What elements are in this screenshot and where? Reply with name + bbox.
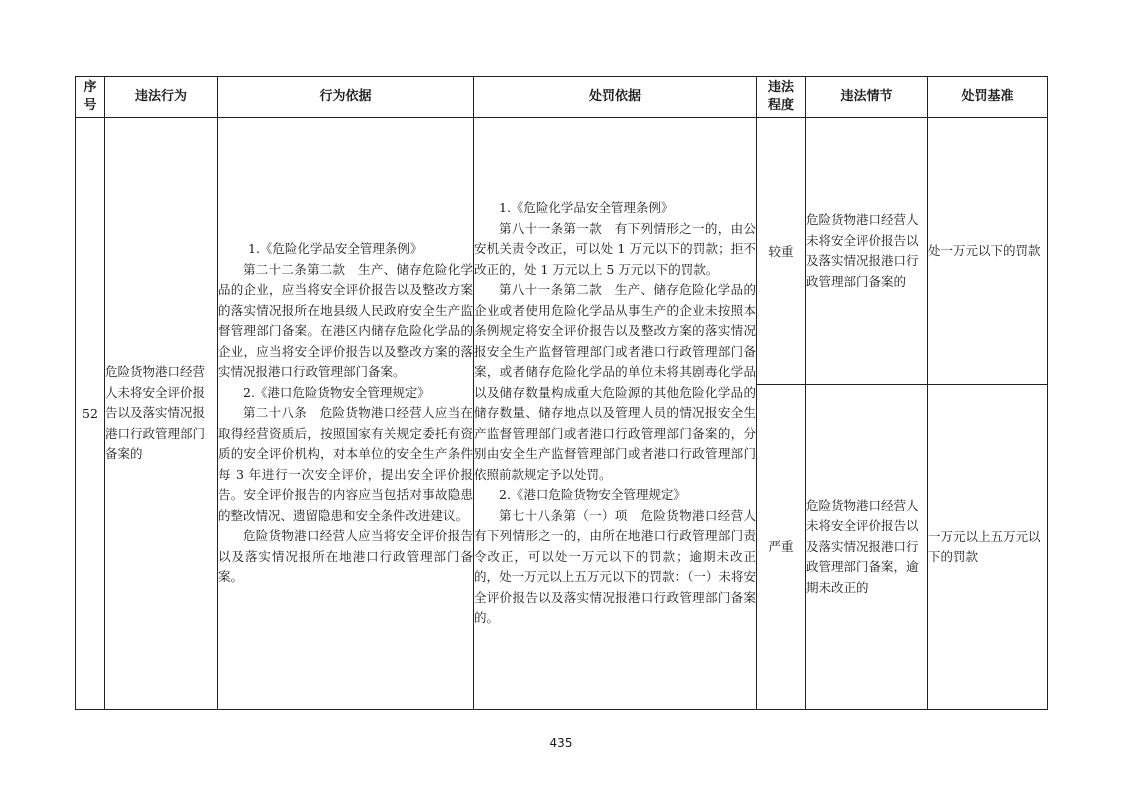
page-number: 435 bbox=[549, 736, 573, 750]
table-row bbox=[76, 118, 1048, 385]
degree-serious bbox=[757, 118, 806, 385]
header-basis: 行为依据 bbox=[218, 77, 474, 118]
header-standard: 处罚基准 bbox=[928, 77, 1048, 118]
penalty-text-3: 第七十八条第（一）项 危险货物港口经营人有下列情形之一的，由所在地港口行政管理部门责令改正，可以处一万元以下的罚款；逾期未改正的，处一万元以上五万元以下的罚款：（一）未将安全评价报告以及落实情况报港口行政管理部门备案的。 bbox=[474, 507, 756, 626]
header-degree: 违法程度 bbox=[757, 77, 806, 118]
row-number: 52 bbox=[76, 118, 105, 710]
penalty-title-1: 1.《危险化学品安全管理条例》 bbox=[499, 200, 674, 216]
header-act: 违法行为 bbox=[105, 77, 218, 118]
circumstance-severe: 危险货物港口经营人未将安全评价报告以及落实情况报港口行政管理部门备案，逾期未改正的 bbox=[806, 385, 928, 710]
penalty-basis bbox=[474, 118, 757, 710]
penalty-text-1: 第八十一条第一款 有下列情形之一的，由公安机关责令改正，可以处 1 万元以下的罚款；拒不改正的，处 1 万元以上 5 万元以下的罚款。 bbox=[474, 220, 756, 277]
penalty-title-2: 2.《港口危险货物安全管理规定》 bbox=[499, 487, 686, 503]
header-circumstance: 违法情节 bbox=[806, 77, 928, 118]
basis-title-2: 2.《港口危险货物安全管理规定》 bbox=[243, 384, 430, 400]
header-seq: 序号 bbox=[76, 77, 105, 118]
behavior-basis bbox=[218, 118, 474, 710]
penalty-text-2: 第八十一条第二款 生产、储存危险化学品的企业或者使用危险化学品从事生产的企业未按照本条例规定将安全评价报告以及整改方案的落实情况报安全生产监督管理部门或者港口行政管理部门备案，或者储存危险化学品的单位未将其剧毒化学品以及储存数量构成重大危险源的其他危险化学品的储存数量、储存地点以及管理人员的情况报安全生产监督管理部门或者港口行政管理部门备案的，分别由安全生产监督管理部门或者港口行政管理部门依照前款规定予以处罚。 bbox=[474, 282, 756, 482]
violation-act: 危险货物港口经营人未将安全评价报告以及落实情况报港口行政管理部门备案的 bbox=[105, 118, 218, 710]
penalty-table bbox=[75, 76, 1048, 710]
standard-severe: 一万元以上五万元以下的罚款 bbox=[928, 385, 1048, 710]
basis-text-3: 危险货物港口经营人应当将安全评价报告以及落实情况报所在地港口行政管理部门备案。 bbox=[218, 528, 473, 585]
basis-text-1: 第二十二条第二款 生产、储存危险化学品的企业，应当将安全评价报告以及整改方案的落实情况报所在地县级人民政府安全生产监督管理部门备案。在港区内储存危险化学品的企业，应当将安全评价报告以及整改方案的落实情况报港口行政管理部门备案。 bbox=[218, 261, 473, 380]
degree-severe bbox=[757, 385, 806, 710]
basis-title-1: 1.《危险化学品安全管理条例》 bbox=[248, 241, 423, 257]
header-penalty-basis: 处罚依据 bbox=[474, 77, 757, 118]
degree-label: 严重 bbox=[768, 538, 794, 554]
circumstance-serious: 危险货物港口经营人未将安全评价报告以及落实情况报港口行政管理部门备案的 bbox=[806, 118, 928, 385]
header-row bbox=[76, 77, 1048, 118]
standard-serious: 处一万元以下的罚款 bbox=[928, 118, 1048, 385]
degree-label: 较重 bbox=[768, 244, 794, 259]
basis-text-2: 第二十八条 危险货物港口经营人应当在取得经营资质后，按照国家有关规定委托有资质的安全评价机构，对本单位的安全生产条件每 3 年进行一次安全评价，提出安全评价报告。安全评价报告的内容应当包括对事故隐患的整改情况、遗留隐患和安全条件改进建议。 bbox=[218, 405, 473, 523]
